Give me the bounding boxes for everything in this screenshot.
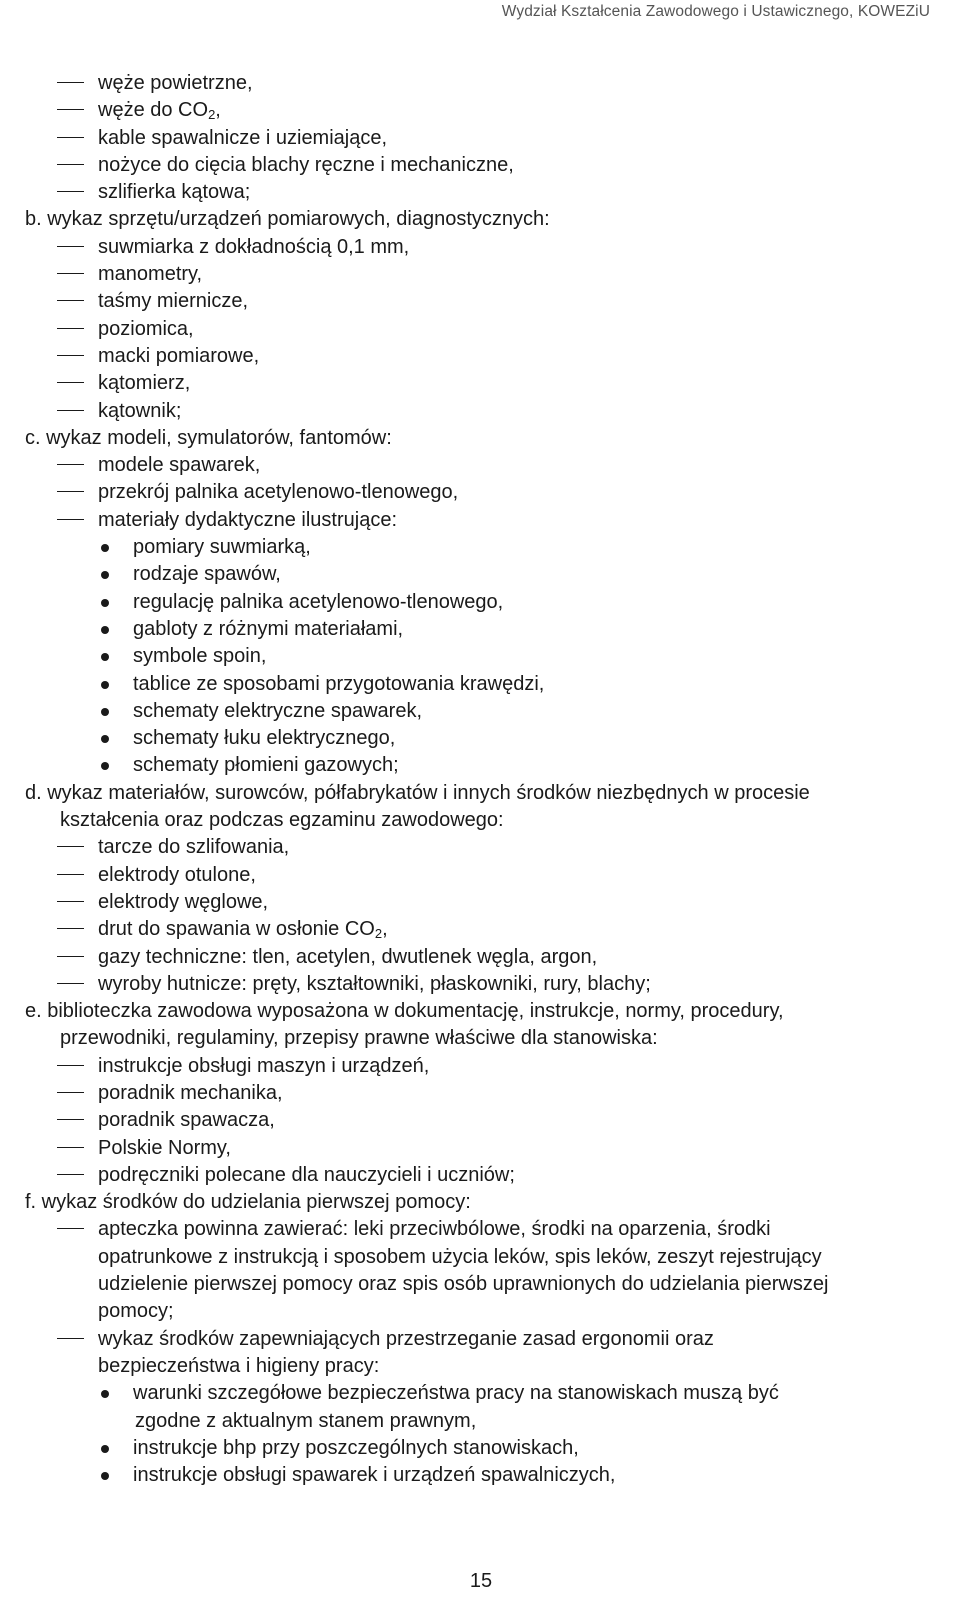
dash-list-item: [0, 1162, 960, 1189]
dash-marker: [57, 846, 84, 847]
line-text-main: elektrody otulone,: [98, 863, 256, 886]
bullet-list-item: [0, 752, 960, 779]
line-text: [0, 1162, 960, 1189]
line-text: [0, 971, 960, 998]
line-text-main: poradnik spawacza,: [98, 1109, 275, 1132]
line-text: [0, 752, 960, 779]
dash-list-item: [0, 70, 960, 97]
dash-marker: [57, 137, 84, 138]
line-text: [0, 998, 960, 1025]
dash-marker: [57, 1147, 84, 1148]
bullet-marker: [101, 708, 109, 716]
line-text-main: d. wykaz materiałów, surowców, półfabrykatów i innych środków niezbędnych w procesie: [25, 781, 810, 804]
dash-list-item: [0, 452, 960, 479]
dash-marker: [57, 191, 84, 192]
dash-marker: [57, 1119, 84, 1120]
line-text-main: kątownik;: [98, 399, 182, 422]
line-text-main: kształcenia oraz podczas egzaminu zawodowego:: [60, 809, 504, 832]
line-text: [0, 889, 960, 916]
running-header: Wydział Kształcenia Zawodowego i Ustawicznego, KOWEZiU: [501, 3, 930, 20]
line-text-main: rodzaje spawów,: [133, 563, 281, 586]
dash-marker: [57, 464, 84, 465]
line-text-main: elektrody węglowe,: [98, 890, 269, 913]
dash-list-item: [0, 316, 960, 343]
dash-list-item: [0, 971, 960, 998]
line-text-main: c. wykaz modeli, symulatorów, fantomów:: [25, 426, 392, 449]
line-text: [0, 1189, 960, 1216]
bullet-list-item: [0, 1380, 960, 1407]
line-text: [0, 780, 960, 807]
dash-marker: [57, 956, 84, 957]
dash-list-item: [0, 944, 960, 971]
bullet-list-item: [0, 1435, 960, 1462]
dash-marker: [57, 410, 84, 411]
line-text: [0, 152, 960, 179]
line-text: [0, 1298, 960, 1325]
dash-list-item: [0, 1216, 960, 1243]
bullet-marker: [101, 599, 109, 607]
section-heading: [0, 780, 960, 807]
line-text: [0, 1462, 960, 1489]
line-text: [0, 534, 960, 561]
line-text: [0, 1380, 960, 1407]
dash-list-item-continued: [0, 1271, 960, 1298]
dash-list-item: [0, 862, 960, 889]
line-text: [0, 1135, 960, 1162]
dash-list-item: [0, 125, 960, 152]
line-text: [0, 316, 960, 343]
line-text-main: gazy techniczne: tlen, acetylen, dwutlenek węgla, argon,: [98, 945, 598, 968]
dash-marker: [57, 983, 84, 984]
line-text: [0, 1053, 960, 1080]
line-text-main: przekrój palnika acetylenowo-tlenowego,: [98, 481, 459, 504]
line-text: [0, 616, 960, 643]
dash-marker: [57, 328, 84, 329]
line-text-main: gabloty z różnymi materiałami,: [133, 617, 404, 640]
dash-marker: [57, 1228, 84, 1229]
dash-marker: [57, 1174, 84, 1175]
dash-list-item: [0, 1053, 960, 1080]
line-text: [0, 643, 960, 670]
dash-list-item: [0, 507, 960, 534]
dash-list-item: [0, 152, 960, 179]
line-text: [0, 1271, 960, 1298]
dash-list-item: [0, 370, 960, 397]
line-text-main: regulację palnika acetylenowo-tlenowego,: [133, 590, 504, 613]
section-heading: [0, 425, 960, 452]
line-text-main: schematy płomieni gazowych;: [133, 754, 399, 777]
dash-list-item: [0, 261, 960, 288]
line-text-main: drut do spawania w osłonie CO: [98, 918, 375, 941]
dash-list-item: [0, 834, 960, 861]
line-text-main: kątomierz,: [98, 372, 191, 395]
dash-marker: [57, 300, 84, 301]
page-number: 15: [469, 1570, 493, 1592]
dash-marker: [57, 109, 84, 110]
dash-marker: [57, 928, 84, 929]
bullet-list-item-continued: [0, 1408, 960, 1435]
line-text: [0, 944, 960, 971]
line-text: [0, 234, 960, 261]
line-text-main: udzielenie pierwszej pomocy oraz spis osób uprawnionych do udzielania pierwszej: [98, 1273, 829, 1296]
bullet-marker: [101, 681, 109, 689]
line-text-main: szlifierka kątowa;: [98, 181, 251, 204]
line-text: [0, 807, 960, 834]
line-text: [0, 1353, 960, 1380]
line-text: [0, 1107, 960, 1134]
line-text-trailing: ,: [382, 918, 388, 941]
line-text-main: b. wykaz sprzętu/urządzeń pomiarowych, diagnostycznych:: [25, 208, 550, 231]
dash-marker: [57, 901, 84, 902]
line-text: [0, 862, 960, 889]
bullet-list-item: [0, 561, 960, 588]
bullet-marker: [101, 1445, 109, 1453]
line-text: [0, 370, 960, 397]
dash-marker: [57, 1092, 84, 1093]
line-text: [0, 916, 960, 943]
dash-marker: [57, 164, 84, 165]
line-text-main: f. wykaz środków do udzielania pierwszej pomocy:: [25, 1191, 471, 1214]
section-heading-continued: [0, 1025, 960, 1052]
bullet-list-item: [0, 589, 960, 616]
bullet-list-item: [0, 643, 960, 670]
dash-marker: [57, 874, 84, 875]
dash-marker: [57, 246, 84, 247]
line-text-main: instrukcje obsługi spawarek i urządzeń spawalniczych,: [133, 1464, 616, 1487]
line-text-main: tarcze do szlifowania,: [98, 836, 290, 859]
line-text-main: bezpieczeństwa i higieny pracy:: [98, 1354, 380, 1377]
line-text-main: wykaz środków zapewniających przestrzeganie zasad ergonomii oraz: [98, 1327, 714, 1350]
section-heading: [0, 206, 960, 233]
bullet-marker: [101, 544, 109, 552]
line-text: [0, 261, 960, 288]
dash-list-item: [0, 398, 960, 425]
line-text: [0, 1408, 960, 1435]
page-footer: [0, 1570, 960, 1593]
line-text-main: podręczniki polecane dla nauczycieli i uczniów;: [98, 1163, 515, 1186]
dash-list-item: [0, 916, 960, 943]
dash-marker: [57, 1065, 84, 1066]
line-text: [0, 343, 960, 370]
dash-list-item: [0, 1107, 960, 1134]
line-text: [0, 698, 960, 725]
dash-list-item: [0, 479, 960, 506]
bullet-list-item: [0, 534, 960, 561]
bullet-list-item: [0, 698, 960, 725]
dash-marker: [57, 1338, 84, 1339]
line-text-main: tablice ze sposobami przygotowania krawędzi,: [133, 672, 545, 695]
dash-marker: [57, 382, 84, 383]
line-text: [0, 671, 960, 698]
line-text: [0, 425, 960, 452]
line-text: [0, 589, 960, 616]
line-text: [0, 834, 960, 861]
line-text-main: poziomica,: [98, 317, 194, 340]
line-text-main: wyroby hutnicze: pręty, kształtowniki, płaskowniki, rury, blachy;: [98, 972, 651, 995]
dash-list-item-continued: [0, 1353, 960, 1380]
line-text-main: opatrunkowe z instrukcją i sposobem użycia leków, spis leków, zeszyt rejestrujący: [98, 1245, 822, 1268]
dash-list-item: [0, 288, 960, 315]
line-text-main: pomiary suwmiarką,: [133, 536, 311, 559]
dash-marker: [57, 355, 84, 356]
dash-list-item: [0, 1135, 960, 1162]
line-text: [0, 1025, 960, 1052]
line-text-main: instrukcje obsługi maszyn i urządzeń,: [98, 1054, 430, 1077]
line-text-trailing: ,: [215, 99, 221, 122]
line-text-main: nożyce do cięcia blachy ręczne i mechaniczne,: [98, 153, 514, 176]
bullet-list-item: [0, 616, 960, 643]
line-text-main: zgodne z aktualnym stanem prawnym,: [135, 1409, 477, 1432]
dash-list-item: [0, 1080, 960, 1107]
section-heading-continued: [0, 807, 960, 834]
line-text: [0, 398, 960, 425]
dash-marker: [57, 519, 84, 520]
line-text-main: modele spawarek,: [98, 454, 261, 477]
line-text-main: materiały dydaktyczne ilustrujące:: [98, 508, 398, 531]
subscript: 2: [208, 107, 216, 123]
line-text: [0, 725, 960, 752]
line-text-main: schematy elektryczne spawarek,: [133, 699, 423, 722]
dash-list-item-continued: [0, 1298, 960, 1325]
line-text-main: suwmiarka z dokładnością 0,1 mm,: [98, 235, 410, 258]
line-text-main: węże powietrzne,: [98, 72, 253, 94]
line-text: [0, 97, 960, 124]
dash-marker: [57, 491, 84, 492]
line-text: [0, 206, 960, 233]
line-text-main: węże do CO: [98, 99, 209, 122]
line-text: [0, 507, 960, 534]
equipment-list: [0, 70, 960, 1489]
line-text-main: przewodniki, regulaminy, przepisy prawne właściwe dla stanowiska:: [60, 1027, 658, 1050]
line-text: [0, 179, 960, 206]
dash-list-item: [0, 179, 960, 206]
subscript: 2: [374, 926, 383, 942]
line-text-main: instrukcje bhp przy poszczególnych stanowiskach,: [133, 1436, 579, 1459]
line-text: [0, 288, 960, 315]
line-text-main: poradnik mechanika,: [98, 1081, 283, 1104]
bullet-list-item: [0, 1462, 960, 1489]
line-text: [0, 1435, 960, 1462]
line-text: [0, 479, 960, 506]
line-text: [0, 1244, 960, 1271]
line-text: [0, 561, 960, 588]
line-text: [0, 1080, 960, 1107]
dash-list-item: [0, 234, 960, 261]
line-text-main: warunki szczegółowe bezpieczeństwa pracy na stanowiskach muszą być: [133, 1382, 779, 1405]
line-text-main: schematy łuku elektrycznego,: [133, 727, 396, 750]
dash-list-item-continued: [0, 1244, 960, 1271]
line-text: [0, 70, 960, 97]
line-text-main: kable spawalnicze i uziemiające,: [98, 126, 388, 149]
dash-marker: [57, 273, 84, 274]
section-heading: [0, 998, 960, 1025]
bullet-list-item: [0, 725, 960, 752]
line-text: [0, 1326, 960, 1353]
line-text-main: macki pomiarowe,: [98, 344, 260, 367]
section-heading: [0, 1189, 960, 1216]
dash-list-item: [0, 1326, 960, 1353]
line-text-main: apteczka powinna zawierać: leki przeciwbólowe, środki na oparzenia, środki: [98, 1218, 771, 1241]
dash-list-item: [0, 889, 960, 916]
dash-list-item: [0, 97, 960, 124]
bullet-list-item: [0, 671, 960, 698]
line-text-main: symbole spoin,: [133, 645, 267, 668]
dash-marker: [57, 82, 84, 83]
line-text: [0, 1216, 960, 1243]
bullet-marker: [101, 626, 109, 634]
line-text-main: manometry,: [98, 263, 203, 286]
line-text: [0, 452, 960, 479]
line-text-main: Polskie Normy,: [98, 1136, 231, 1159]
line-text: [0, 125, 960, 152]
dash-list-item: [0, 343, 960, 370]
line-text-main: pomocy;: [98, 1300, 174, 1323]
line-text-main: e. biblioteczka zawodowa wyposażona w dokumentację, instrukcje, normy, procedury,: [25, 1000, 784, 1023]
line-text-main: taśmy miernicze,: [98, 290, 249, 313]
